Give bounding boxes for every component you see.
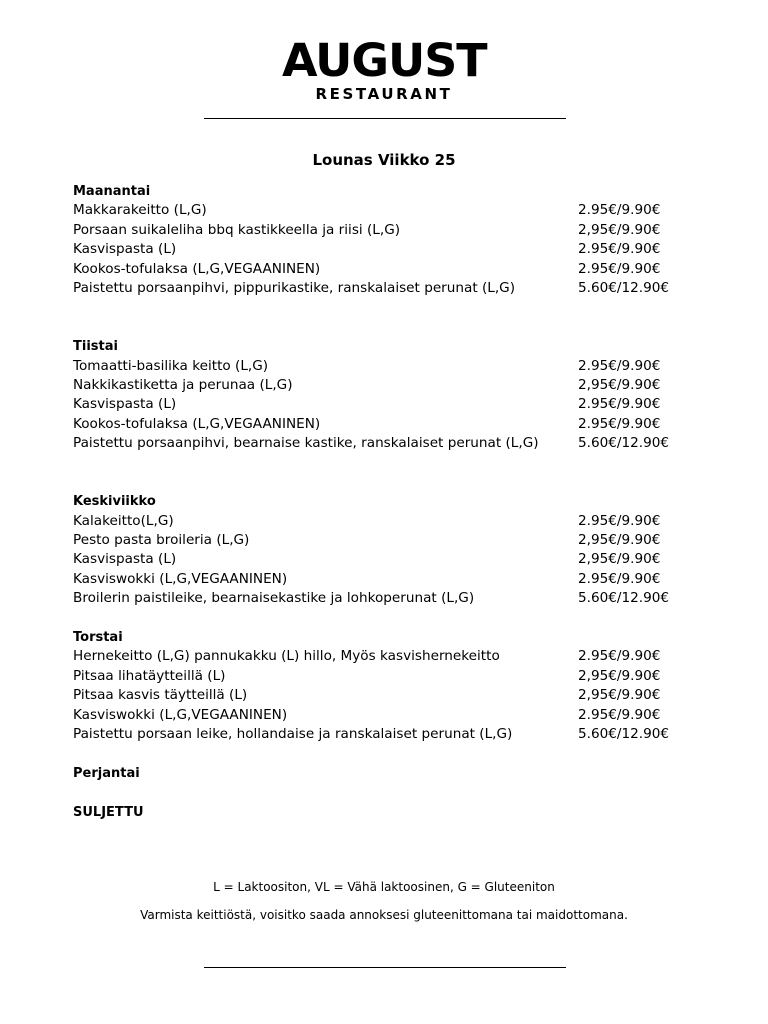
dish-name: Kalakeitto(L,G) xyxy=(73,512,174,529)
dish-price: 2.95€/9.90€ xyxy=(578,512,661,529)
day-heading: Keskiviikko xyxy=(73,494,156,510)
menu-item xyxy=(73,550,693,569)
spacer xyxy=(73,744,693,763)
menu-item xyxy=(73,667,693,686)
page-title: Lounas Viikko 25 xyxy=(312,151,456,169)
dish-name: Kookos-tofulaksa (L,G,VEGAANINEN) xyxy=(73,415,321,432)
menu-item xyxy=(73,686,693,705)
day-heading: Perjantai xyxy=(73,765,140,781)
menu-item xyxy=(73,221,693,240)
dish-price: 2.95€/9.90€ xyxy=(578,357,661,374)
day-section-wednesday xyxy=(73,492,693,608)
day-heading: Torstai xyxy=(73,630,123,646)
dish-price: 2,95€/9.90€ xyxy=(578,551,661,568)
menu-item xyxy=(73,240,693,259)
menu-item xyxy=(73,260,693,279)
dish-name: Kasviswokki (L,G,VEGAANINEN) xyxy=(73,706,288,723)
dish-name: Porsaan suikaleliha bbq kastikkeella ja riisi (L,G) xyxy=(73,221,401,238)
dish-price: 2.95€/9.90€ xyxy=(578,241,661,258)
dish-price: 2.95€/9.90€ xyxy=(578,415,661,432)
dish-price: 5.60€/12.90€ xyxy=(578,725,670,742)
menu-item xyxy=(73,201,693,220)
spacer xyxy=(73,783,693,802)
dish-price: 2,95€/9.90€ xyxy=(578,687,661,704)
weekly-menu xyxy=(73,182,693,822)
dish-name: Pitsaa kasvis täytteillä (L) xyxy=(73,687,248,704)
day-section-thursday xyxy=(73,628,693,744)
dish-price: 2.95€/9.90€ xyxy=(578,202,661,219)
menu-item xyxy=(73,512,693,531)
dish-price: 2,95€/9.90€ xyxy=(578,667,661,684)
dish-price: 2,95€/9.90€ xyxy=(578,221,661,238)
dish-name: Pesto pasta broileria (L,G) xyxy=(73,532,250,549)
restaurant-logo xyxy=(0,34,768,103)
dish-name: Tomaatti-basilika keitto (L,G) xyxy=(73,357,269,374)
dish-name: Kasviswokki (L,G,VEGAANINEN) xyxy=(73,570,288,587)
spacer xyxy=(73,609,693,628)
dish-price: 2,95€/9.90€ xyxy=(578,532,661,549)
dish-price: 2.95€/9.90€ xyxy=(578,396,661,413)
dish-price: 5.60€/12.90€ xyxy=(578,435,670,452)
allergen-legend: L = Laktoositon, VL = Vähä laktoosinen, G = Gluteeniton xyxy=(213,880,555,894)
day-section-monday xyxy=(73,182,693,298)
dish-name: Paistettu porsaan leike, hollandaise ja ranskalaiset perunat (L,G) xyxy=(73,725,513,742)
day-heading: Tiistai xyxy=(73,339,118,355)
menu-item xyxy=(73,279,693,298)
dish-price: 2,95€/9.90€ xyxy=(578,376,661,393)
closed-label: SULJETTU xyxy=(73,804,144,820)
dish-name: Hernekeitto (L,G) pannukakku (L) hillo, Myös kasvishernekeitto xyxy=(73,648,500,665)
dish-price: 5.60€/12.90€ xyxy=(578,590,670,607)
dish-name: Kasvispasta (L) xyxy=(73,551,177,568)
kitchen-note: Varmista keittiöstä, voisitko saada annoksesi gluteenittomana tai maidottomana. xyxy=(140,908,628,922)
spacer xyxy=(73,298,693,337)
menu-item xyxy=(73,589,693,608)
dish-price: 5.60€/12.90€ xyxy=(578,279,670,296)
menu-item xyxy=(73,434,693,453)
top-divider xyxy=(204,118,566,119)
menu-item xyxy=(73,531,693,550)
menu-item xyxy=(73,725,693,744)
menu-item xyxy=(73,395,693,414)
menu-item xyxy=(73,647,693,666)
dish-name: Pitsaa lihatäytteillä (L) xyxy=(73,667,226,684)
dish-price: 2.95€/9.90€ xyxy=(578,260,661,277)
menu-item xyxy=(73,706,693,725)
dish-name: Kasvispasta (L) xyxy=(73,396,177,413)
menu-item xyxy=(73,570,693,589)
dish-name: Nakkikastiketta ja perunaa (L,G) xyxy=(73,376,293,393)
dish-price: 2.95€/9.90€ xyxy=(578,706,661,723)
menu-item xyxy=(73,415,693,434)
bottom-divider xyxy=(204,967,566,968)
dish-name: Broilerin paistileike, bearnaisekastike ja lohkoperunat (L,G) xyxy=(73,590,475,607)
day-section-tuesday xyxy=(73,337,693,453)
menu-item xyxy=(73,357,693,376)
dish-name: Paistettu porsaanpihvi, bearnaise kastike, ranskalaiset perunat (L,G) xyxy=(73,435,539,452)
dish-price: 2.95€/9.90€ xyxy=(578,570,661,587)
day-section-friday xyxy=(73,764,693,783)
dish-name: Paistettu porsaanpihvi, pippurikastike, ranskalaiset perunat (L,G) xyxy=(73,279,516,296)
spacer xyxy=(73,453,693,492)
logo-subtitle: RESTAURANT xyxy=(315,85,453,103)
dish-name: Kasvispasta (L) xyxy=(73,241,177,258)
day-heading: Maanantai xyxy=(73,184,151,199)
dish-name: Makkarakeitto (L,G) xyxy=(73,202,207,219)
menu-item xyxy=(73,376,693,395)
dish-price: 2.95€/9.90€ xyxy=(578,648,661,665)
dish-name: Kookos-tofulaksa (L,G,VEGAANINEN) xyxy=(73,260,321,277)
logo-wordmark: AUGUST xyxy=(281,34,487,87)
